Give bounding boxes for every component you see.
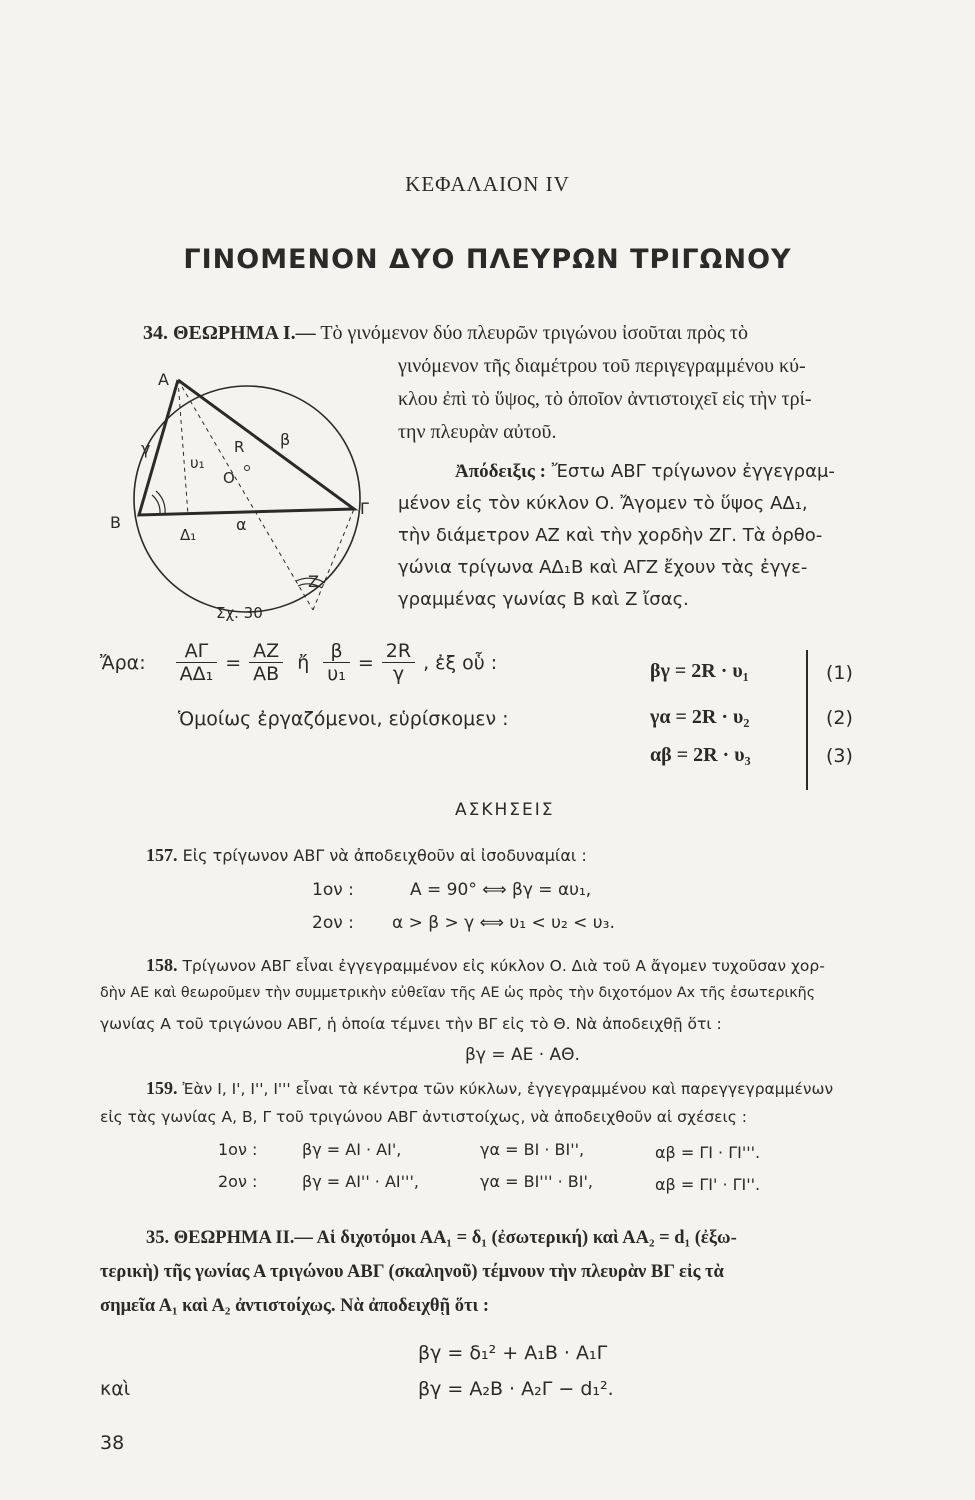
exercise-number: 159. — [146, 1078, 178, 1098]
fraction-numerator: 2R — [382, 640, 415, 663]
theorem1-line: κλου ἐπὶ τὸ ὕψος, τὸ ὁποῖον ἀντιστοιχεῖ εἰς τὴν τρί- — [398, 388, 812, 410]
exercise-159-relation: αβ = ΓΙ · ΓΙ'''. — [655, 1143, 761, 1162]
equation-tag-2: (2) — [826, 707, 853, 729]
label-a: Α — [158, 370, 169, 389]
exercise-158-formula: βγ = ΑΕ · ΑΘ. — [465, 1045, 580, 1065]
exercise-159-relation: γα = ΒΙ · ΒΙ'', — [480, 1140, 585, 1159]
label-g: Γ — [360, 499, 369, 518]
exercise-158-line: γωνίας Α τοῦ τριγώνου ΑΒΓ, ἡ ὁποία τέμνει τὴν ΒΓ εἰς τὸ Θ. Νὰ ἀποδειχθῇ ὅτι : — [100, 1015, 722, 1033]
equation-tag-3: (3) — [826, 745, 853, 767]
theorem2-formula-1: βγ = δ₁² + Α₁Β · Α₁Γ — [418, 1342, 608, 1364]
exercise-number: 157. — [146, 845, 178, 865]
label-gamma: γ — [141, 439, 151, 458]
label-alpha: α — [236, 515, 247, 534]
ratio-equation — [100, 640, 497, 685]
proof-line — [455, 461, 835, 483]
fraction-denominator: ΑΒ — [253, 663, 280, 685]
label-r: R — [234, 438, 245, 456]
proof-line: μένον εἰς τὸν κύκλον Ο. Ἄγομεν τὸ ὕψος ΑΔ₁, — [398, 493, 808, 514]
page-number: 38 — [100, 1432, 125, 1454]
label-z: Ζ — [308, 572, 319, 591]
exercise-159-label-1: 1ον : — [218, 1140, 258, 1159]
angle-b-arc — [152, 495, 160, 513]
fraction — [323, 640, 350, 685]
chapter-title: ΓΙΝΟΜΕΝΟΝ ΔΥΟ ΠΛΕΥΡΩΝ ΤΡΙΓΩΝΟΥ — [183, 244, 792, 275]
exercise-159-line — [146, 1078, 833, 1099]
fraction-denominator: γ — [392, 663, 405, 685]
triangle-abg — [139, 380, 354, 515]
exercise-157-label-2: 2ον : — [312, 913, 354, 933]
proof-text: Ἔστω ΑΒΓ τρίγωνον ἐγγεγραμ- — [551, 461, 835, 482]
exercise-158-line — [146, 955, 825, 976]
exercise-text: Ἐὰν Ι, Ι', Ι'', Ι''' εἶναι τὰ κέντρα τῶν κύκλων, ἐγγεγραμμένου καὶ παρεγγεγραμμένων — [182, 1080, 834, 1098]
theorem1-line: την πλευρὰν αὐτοῦ. — [398, 421, 557, 443]
equation-tag-1: (1) — [826, 662, 853, 684]
equals-sign: = — [225, 651, 242, 674]
theorem1-line: Τὸ γινόμενον δύο πλευρῶν τριγώνου ἰσοῦται πρὸς τὸ — [320, 322, 748, 344]
equals-sign: = — [357, 651, 374, 674]
exercise-159-label-2: 2ον : — [218, 1172, 258, 1191]
theorem1-paragraph — [143, 322, 748, 345]
exercise-157-formula-1: Α = 90° ⟺ βγ = αυ₁, — [410, 880, 592, 900]
theorem2-line: τερικὴ) τῆς γωνίας Α τριγώνου ΑΒΓ (σκαληνοῦ) τέμνουν τὴν πλευρὰν ΒΓ εἰς τὰ — [100, 1262, 724, 1282]
exercise-159-relation: βγ = ΑΙ'' · ΑΙ''', — [302, 1172, 419, 1191]
kai-word: καὶ — [100, 1378, 131, 1400]
exercise-159-relation: βγ = ΑΙ · ΑΙ', — [302, 1140, 402, 1159]
equation-3: αβ = 2R · υ₃ — [650, 744, 751, 766]
theorem1-heading: 34. ΘΕΩΡΗΜΑ Ι.— — [143, 322, 316, 344]
theorem2-line: 35. ΘΕΩΡΗΜΑ ΙΙ.— Αἱ διχοτόμοι ΑΑ₁ = δ₁ (ἐσωτερική) καὶ ΑΑ₂ = d₁ (ἐξω- — [146, 1228, 737, 1248]
exercise-number: 158. — [146, 955, 178, 975]
equation-divider — [806, 650, 808, 790]
exercise-159-relation: αβ = ΓΙ' · ΓΙ''. — [655, 1175, 761, 1194]
fraction-denominator: υ₁ — [327, 663, 346, 685]
label-d1: Δ₁ — [180, 526, 197, 544]
ara-label: Ἄρα: — [100, 651, 146, 674]
fraction-numerator: ΑΖ — [249, 640, 283, 663]
label-b: Β — [110, 513, 121, 532]
exercise-157-formula-2: α > β > γ ⟺ υ₁ < υ₂ < υ₃. — [392, 913, 615, 933]
ex-ou-text: , ἐξ οὗ : — [423, 651, 498, 674]
or-word: ἤ — [297, 651, 310, 674]
figure-caption: Σχ. 30 — [216, 604, 263, 622]
proof-line: τὴν διάμετρον ΑΖ καὶ τὴν χορδὴν ΖΓ. Τὰ ὀρθο- — [398, 525, 823, 546]
altitude-line — [178, 380, 188, 515]
exercises-heading: ΑΣΚΗΣΕΙΣ — [455, 800, 555, 820]
fraction-numerator: β — [323, 640, 350, 663]
label-u1: υ₁ — [190, 454, 205, 472]
fraction — [382, 640, 415, 685]
equation-2: γα = 2R · υ₂ — [650, 706, 750, 728]
chord-zg — [313, 509, 354, 610]
exercise-text: Εἰς τρίγωνον ΑΒΓ νὰ ἀποδειχθοῦν αἱ ἰσοδυναμίαι : — [182, 846, 587, 865]
center-o-point — [245, 466, 250, 471]
equation-1: βγ = 2R · υ₁ — [650, 660, 749, 682]
figure-30 — [110, 360, 380, 660]
exercise-158-line: δὴν ΑΕ καὶ θεωροῦμεν τὴν συμμετρικὴν εὐθεῖαν τῆς ΑΕ ὡς πρὸς τὴν διχοτόμον Αx τῆς ἐσωτερικῆς — [100, 985, 816, 1001]
theorem2-line: σημεῖα Α₁ καὶ Α₂ ἀντιστοίχως. Νὰ ἀποδειχθῇ ὅτι : — [100, 1296, 490, 1316]
fraction-denominator: ΑΔ₁ — [179, 663, 214, 685]
proof-line: γραμμένας γωνίας Β καὶ Ζ ἴσας. — [398, 589, 689, 610]
proof-label: Ἀπόδειξις : — [455, 461, 546, 482]
label-o: Ο — [223, 469, 235, 487]
proof-line: γώνια τρίγωνα ΑΔ₁Β καὶ ΑΓΖ ἔχουν τὰς ἐγγε- — [398, 557, 808, 578]
exercise-157-text — [146, 845, 587, 866]
exercise-text: Τρίγωνον ΑΒΓ εἶναι ἐγγεγραμμένον εἰς κύκλον Ο. Διὰ τοῦ Α ἄγομεν τυχοῦσαν χορ- — [182, 957, 825, 975]
similarly-text: Ὁμοίως ἐργαζόμενοι, εὑρίσκομεν : — [178, 708, 509, 730]
fraction — [249, 640, 283, 685]
chapter-heading: ΚΕΦΑΛΑΙΟΝ IV — [405, 172, 570, 196]
exercise-157-label-1: 1ον : — [312, 880, 354, 900]
theorem2-formula-2: βγ = Α₂Β · Α₂Γ − d₁². — [418, 1378, 614, 1400]
diameter-line — [178, 380, 313, 610]
exercise-159-line: εἰς τὰς γωνίας Α, Β, Γ τοῦ τριγώνου ΑΒΓ ἀντιστοίχως, νὰ ἀποδειχθοῦν αἱ σχέσεις : — [100, 1108, 748, 1126]
label-beta: β — [280, 430, 291, 449]
theorem1-line: γινόμενον τῆς διαμέτρου τοῦ περιγεγραμμένου κύ- — [398, 355, 806, 377]
exercise-159-relation: γα = ΒΙ''' · ΒΙ', — [480, 1172, 593, 1191]
fraction — [176, 640, 218, 685]
fraction-numerator: ΑΓ — [176, 640, 218, 663]
